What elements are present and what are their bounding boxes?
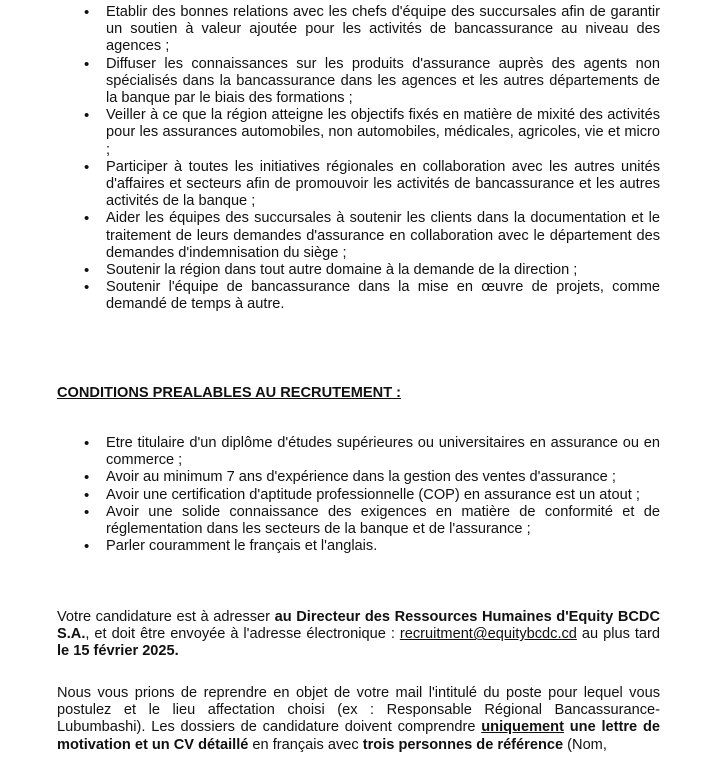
- list-item: • Avoir une solide connaissance des exigences en matière de conformité et de réglementation dans les secteurs de la banque et de l'assurance ;: [84, 504, 660, 538]
- instructions-text: en français avec: [248, 736, 363, 753]
- list-item: • Veiller à ce que la région atteigne les objectifs fixés en matière de mixité des activités pour les assurances automobiles, non automobiles, médicales, agricoles, vie et micro ;: [84, 107, 660, 159]
- application-paragraph: [57, 609, 660, 661]
- list-item: • Diffuser les connaissances sur les produits d'assurance auprès des agents non spécialisés dans la bancassurance dans les agences et les autres départements de la banque par le biais des formations ;: [84, 56, 660, 108]
- list-item: • Avoir au minimum 7 ans d'expérience dans la gestion des ventes d'assurance ;: [84, 469, 660, 486]
- list-item: • Aider les équipes des succursales à soutenir les clients dans la documentation et le traitement de leurs demandes d'assurance en collaboration avec le département des demandes d'indemnisation du siège ;: [84, 210, 660, 262]
- emphasis-only: uniquement: [481, 719, 564, 736]
- application-text: , et doit être envoyée à l'adresse électronique :: [85, 626, 400, 643]
- instructions-text: (Nom,: [563, 736, 607, 753]
- required-documents: une lettre de motivation et un CV détaillé: [57, 719, 660, 753]
- application-text: Votre candidature est à adresser: [57, 609, 275, 625]
- list-item: • Participer à toutes les initiatives régionales en collaboration avec les autres unités d'affaires et secteurs afin de promouvoir les activités de bancassurance et les autres activités de la banque ;: [84, 159, 660, 211]
- recipient: au Directeur des Ressources Humaines d'Equity BCDC S.A.: [57, 609, 660, 643]
- list-item: • Soutenir la région dans tout autre domaine à la demande de la direction ;: [84, 262, 660, 279]
- application-text: au plus tard: [576, 626, 660, 643]
- list-item: • Etre titulaire d'un diplôme d'études supérieures ou universitaires en assurance ou en commerce ;: [84, 435, 660, 469]
- email-address: recruitment@equitybcdc.cd: [399, 626, 577, 643]
- list-item: • Avoir une certification d'aptitude professionnelle (COP) en assurance est un atout ;: [84, 487, 660, 504]
- deadline: le 15 février 2025.: [57, 643, 179, 660]
- list-item: • Etablir des bonnes relations avec les chefs d'équipe des succursales afin de garantir un soutien à valeur ajoutée pour les activités de bancassurance au niveau des agences ;: [84, 4, 660, 56]
- instructions-paragraph: [57, 685, 660, 754]
- requirements-list: [84, 435, 660, 555]
- duties-list: [84, 4, 660, 314]
- requirements-heading: CONDITIONS PREALABLES AU RECRUTEMENT :: [57, 385, 402, 401]
- instructions-text: Nous vous prions de reprendre en objet de votre mail l'intitulé du poste pour lequel vous postulez et le lieu affectation choisi (ex : Responsable Régional Bancassurance-Lubumbashi). Les dossiers de candidature doivent comprendre: [57, 685, 660, 736]
- list-item: • Soutenir l'équipe de bancassurance dans la mise en œuvre de projets, comme demandé de temps à autre.: [84, 279, 660, 313]
- list-item: • Parler couramment le français et l'anglais.: [84, 538, 660, 555]
- references: trois personnes de référence: [362, 736, 564, 753]
